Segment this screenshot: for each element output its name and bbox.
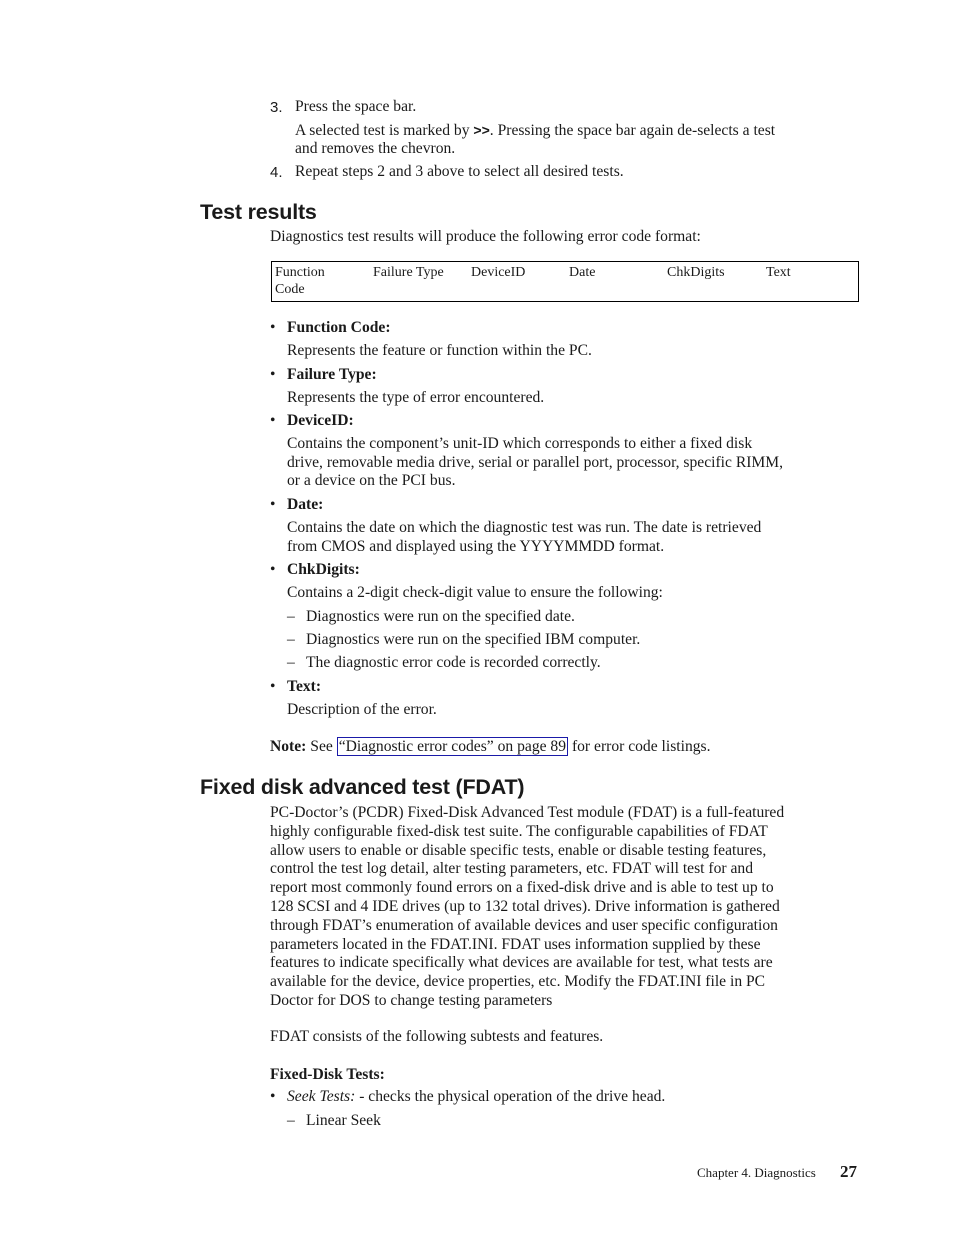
desc-text: Description of the error. xyxy=(287,701,437,718)
step-3-text: Press the space bar. xyxy=(295,98,417,115)
table-header-date: Date xyxy=(569,265,596,280)
step-3-desc-a: A selected test is marked by xyxy=(295,122,474,139)
step-3-description-line2: and removes the chevron. xyxy=(295,140,456,157)
desc-deviceid-line3: or a device on the PCI bus. xyxy=(287,472,456,489)
table-header-text: Text xyxy=(766,265,791,280)
table-header-function-line1: Function xyxy=(275,265,325,280)
desc-deviceid-line2: drive, removable media drive, serial or parallel port, processor, specific RIMM, xyxy=(287,454,784,471)
step-3-description xyxy=(295,121,775,141)
step-4-number: 4. xyxy=(270,164,283,181)
seek-tests-label: Seek Tests: xyxy=(287,1088,356,1105)
seek-tests-item xyxy=(287,1088,665,1107)
note-label: Note: xyxy=(270,738,307,755)
table-header-function-line2: Code xyxy=(275,282,305,297)
term-date: Date: xyxy=(287,496,324,513)
chk-subitem-1: Diagnostics were run on the specified date. xyxy=(306,608,575,625)
chk-subitem-2: Diagnostics were run on the specified IBM computer. xyxy=(306,631,641,648)
dash-marker: – xyxy=(287,654,295,671)
error-code-format-table xyxy=(271,261,859,302)
bullet-marker: • xyxy=(270,1088,276,1105)
test-results-intro: Diagnostics test results will produce the following error code format: xyxy=(270,228,701,245)
bullet-marker: • xyxy=(270,496,276,513)
fdat-heading: Fixed disk advanced test (FDAT) xyxy=(200,775,525,799)
bullet-marker: • xyxy=(270,366,276,383)
linear-seek-item: Linear Seek xyxy=(306,1112,381,1129)
fdat-paragraph xyxy=(270,804,784,1011)
note-rest: for error code listings. xyxy=(571,738,711,755)
step-3-number: 3. xyxy=(270,99,283,116)
bullet-marker: • xyxy=(270,678,276,695)
dash-marker: – xyxy=(287,1112,295,1129)
fdat-para-line: features to indicate specifically what devices are available for test, what tests are xyxy=(270,954,773,972)
fdat-para-line: control the test log detail, alter testing parameters, etc. FDAT will test for and xyxy=(270,860,753,878)
fdat-para-line: through FDAT’s enumeration of available devices and user specific configuration xyxy=(270,916,778,934)
fdat-para-line: available for the device, device properties, etc. Modify the FDAT.INI file in PC xyxy=(270,973,766,991)
table-header-function-code xyxy=(275,264,325,298)
table-header-failure-type: Failure Type xyxy=(373,265,444,280)
step-4-text: Repeat steps 2 and 3 above to select all desired tests. xyxy=(295,163,624,180)
term-failure-type: Failure Type: xyxy=(287,366,377,383)
test-results-heading: Test results xyxy=(200,200,317,224)
bullet-marker: • xyxy=(270,412,276,429)
footer-chapter: Chapter 4. Diagnostics xyxy=(697,1165,816,1180)
step-3-desc-b: . Pressing the space bar again de-selects a test xyxy=(489,122,776,139)
bullet-marker: • xyxy=(270,319,276,336)
diagnostic-error-codes-link[interactable]: “Diagnostic error codes” on page 89 xyxy=(338,738,567,755)
fdat-para-line: report most commonly found errors on a fixed-disk drive and is able to test up to xyxy=(270,879,774,897)
chk-subitem-3: The diagnostic error code is recorded correctly. xyxy=(306,654,601,671)
fdat-para-line: Doctor for DOS to change testing parameters xyxy=(270,991,553,1009)
term-function-code: Function Code: xyxy=(287,319,391,336)
desc-date-line1: Contains the date on which the diagnostic test was run. The date is retrieved xyxy=(287,519,762,536)
fdat-para-line: allow users to enable or disable specific tests, enable or disable testing features, xyxy=(270,841,767,859)
desc-failure-type: Represents the type of error encountered. xyxy=(287,389,545,406)
bullet-marker: • xyxy=(270,561,276,578)
fdat-para-line: parameters located in the FDAT.INI. FDAT uses information supplied by these xyxy=(270,935,761,953)
page-number: 27 xyxy=(840,1162,857,1181)
note-see: See xyxy=(310,738,333,755)
term-deviceid: DeviceID: xyxy=(287,412,354,429)
fdat-para-line: highly configurable fixed-disk test suite. The configurable capabilities of FDAT xyxy=(270,822,768,840)
term-chkdigits: ChkDigits: xyxy=(287,561,360,578)
desc-deviceid-line1: Contains the component’s unit-ID which corresponds to either a fixed disk xyxy=(287,435,753,452)
fdat-para-line: 128 SCSI and 4 IDE drives (up to 132 total drives). Drive information is gathered xyxy=(270,897,780,915)
fixed-disk-tests-subheading: Fixed-Disk Tests: xyxy=(270,1066,385,1083)
seek-tests-desc: - checks the physical operation of the drive head. xyxy=(355,1088,666,1105)
desc-chkdigits: Contains a 2-digit check-digit value to ensure the following: xyxy=(287,584,663,601)
fdat-para-line: PC-Doctor’s (PCDR) Fixed-Disk Advanced Test module (FDAT) is a full-featured xyxy=(270,804,785,821)
fdat-consists: FDAT consists of the following subtests and features. xyxy=(270,1028,604,1045)
note-paragraph xyxy=(270,738,711,757)
table-header-deviceid: DeviceID xyxy=(471,265,526,280)
dash-marker: – xyxy=(287,631,295,648)
chevron-marker: >> xyxy=(473,122,490,138)
term-text: Text: xyxy=(287,678,322,695)
desc-function-code: Represents the feature or function within the PC. xyxy=(287,342,592,359)
dash-marker: – xyxy=(287,608,295,625)
table-header-chkdigits: ChkDigits xyxy=(667,265,725,280)
desc-date-line2: from CMOS and displayed using the YYYYMMDD format. xyxy=(287,538,665,555)
